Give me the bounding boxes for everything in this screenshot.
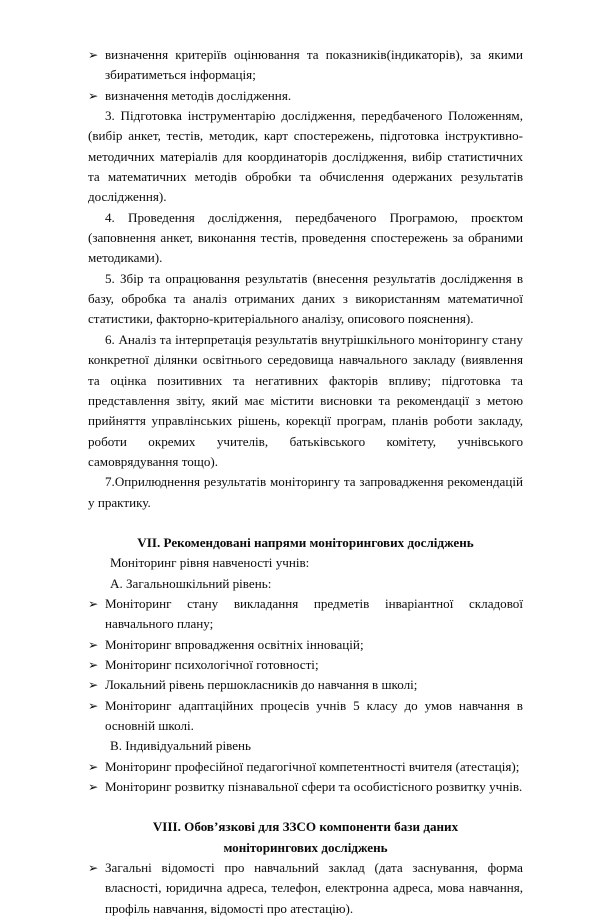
subsection-intro-navchenist: Моніторинг рівня навченості учнів: [110, 555, 310, 571]
arrowhead-bullet-icon: ➢ [88, 596, 99, 611]
arrowhead-bullet-icon: ➢ [88, 678, 99, 693]
list-item-text: Загальні відомості про навчальний заклад (дата заснування, форма власності, юридична адреса, телефон, електронна адреса, мова навчання, профіль навчання, відомості про атестацію). [105, 860, 523, 916]
list-item-text: Моніторинг стану викладання предметів інваріантної складової навчального плану; [105, 595, 523, 632]
paragraph-5: 5. Збір та опрацювання результатів (внесення результатів дослідження в базу, обробка та аналіз отриманих даних з використанням математичної статистики, факторно-критеріального аналізу, описового пояснення). [88, 270, 523, 327]
section-heading-viii-line1: VIII. Обов’язкові для ЗЗСО компоненти бази даних [152, 819, 459, 835]
list-item-text: Моніторинг розвитку пізнавальної сфери та особистісного розвитку учнів. [105, 779, 523, 795]
arrowhead-bullet-icon: ➢ [88, 759, 99, 774]
list-item-text: визначення методів дослідження. [105, 87, 292, 103]
list-item-text: визначення критеріїв оцінювання та показників(індикаторів), за якими збиратиметься інформація; [105, 47, 523, 83]
paragraph-6: 6. Аналіз та інтерпретація результатів внутрішкільного моніторингу стану конкретної ділянки освітнього середовища навчального закладу (виявлення та оцінка позитивних та негативних факторів впливу; підготовка та представлення звіту, який має містити висновки та рекомендації з метою прийняття управлінських рішень, корекції програм, планів роботи закладу, роботи окремих учителів, батьківського комітету, учнівського самоврядування тощо). [88, 331, 523, 469]
list-item [88, 757, 523, 777]
section-spacer [88, 513, 523, 533]
subsection-label-a: А. Загальношкільний рівень: [110, 575, 272, 591]
section-spacer [88, 797, 523, 817]
list-item [88, 696, 523, 737]
arrowhead-bullet-icon: ➢ [88, 780, 99, 795]
list-item [88, 675, 523, 695]
subsection-label-b: В. Індивідуальний рівень [110, 738, 251, 754]
arrowhead-bullet-icon: ➢ [88, 657, 99, 672]
arrowhead-bullet-icon: ➢ [88, 861, 99, 876]
section-heading-viii-line2: моніторингових досліджень [223, 839, 388, 855]
list-item-text: Моніторинг професійної педагогічної компетентності вчителя (атестація); [105, 758, 520, 774]
list-item-text: Локальний рівень першокласників до навчання в школі; [105, 677, 418, 693]
list-item-text: Моніторинг впровадження освітніх інновацій; [105, 636, 364, 652]
arrowhead-bullet-icon: ➢ [88, 88, 99, 103]
section-heading-vii: VII. Рекомендовані напрями моніторингових досліджень [137, 534, 474, 550]
list-item [88, 86, 523, 106]
list-item [88, 777, 523, 797]
arrowhead-bullet-icon: ➢ [88, 637, 99, 652]
list-item [88, 635, 523, 655]
list-item [88, 594, 523, 635]
paragraph-3: 3. Підготовка інструментарію дослідження, передбаченого Положенням, (вибір анкет, тестів, методик, карт спостережень, підготовка інструктивно-методичних матеріалів для координаторів дослідження, вибір статистичних та математичних методів обробки та обчислення одержаних результатів дослідження). [88, 108, 523, 205]
list-item [88, 858, 523, 919]
list-item [88, 45, 523, 86]
arrowhead-bullet-icon: ➢ [88, 48, 99, 62]
arrowhead-bullet-icon: ➢ [88, 698, 99, 713]
list-item [88, 655, 523, 675]
paragraph-4: 4. Проведення дослідження, передбаченого Програмою, проєктом (заповнення анкет, виконання тестів, проведення спостережень за обраними методиками). [88, 209, 523, 266]
paragraph-7: 7.Оприлюднення результатів моніторингу та запровадження рекомендацій у практику. [88, 474, 523, 510]
list-item-text: Моніторинг психологічної готовності; [105, 656, 319, 672]
list-item-text: Моніторинг адаптаційних процесів учнів 5 класу до умов навчання в основній школі. [105, 697, 523, 733]
